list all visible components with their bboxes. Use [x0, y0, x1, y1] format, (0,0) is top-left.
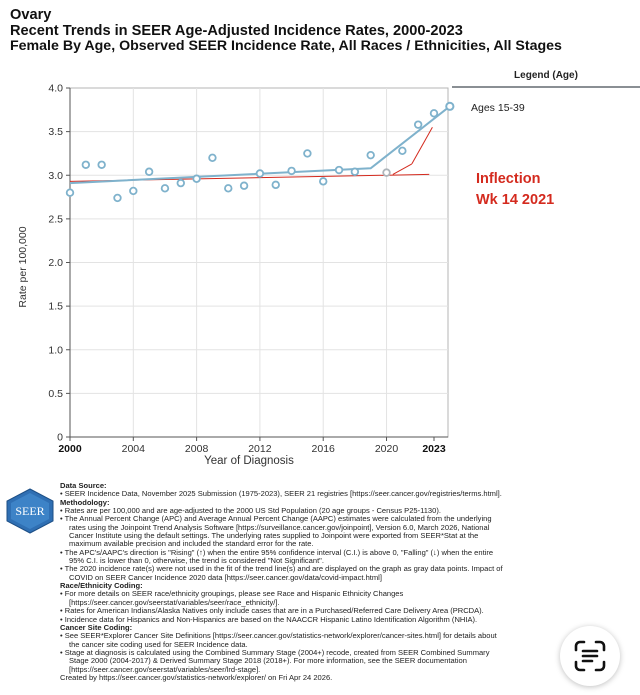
y-tick-label: 3.5 — [48, 126, 63, 139]
race-coding-item: • Incidence data for Hispanics and Non-Hispanics are based on the NAACCR Hispanic Latino Identification Algorithm (NHIA). — [60, 614, 478, 624]
methodology-item-cont: rates using the Joinpoint Trend Analysis Software [https://surveillance.cancer.gov/joinpoint], Version 6.0, March 2026, National — [69, 522, 490, 532]
legend-series-label: Ages 15-39 — [471, 102, 525, 114]
x-tick-label: 2023 — [422, 443, 446, 455]
x-tick-label: 2004 — [121, 443, 145, 455]
data-point — [114, 195, 121, 202]
methodology-item-cont: Cancer Institute using the default settings. The underlying rates supplied to Joinpoint were exported from SEER*Stat at the — [69, 531, 479, 541]
data-point — [352, 168, 359, 175]
chart-axes — [48, 83, 448, 456]
y-tick-label: 2.5 — [48, 213, 63, 226]
legend-header: Legend (Age) — [452, 70, 640, 88]
chart-title-site: Ovary — [10, 7, 52, 23]
y-tick-label: 2.0 — [48, 257, 63, 269]
site-coding-item-cont: the cancer site coding used for SEER Incidence data. — [69, 639, 248, 649]
y-tick-label: 0.5 — [48, 387, 63, 400]
data-point — [225, 185, 232, 192]
race-coding-heading: Race/Ethnicity Coding: — [60, 581, 143, 591]
data-point — [431, 110, 438, 117]
methodology-item-cont: maximum available precision and included the standard error for the rate. — [69, 539, 314, 549]
race-coding-item: • For more details on SEER race/ethnicity groupings, please see Race and Hispanic Ethnicity Changes — [60, 589, 404, 599]
site-coding-item-cont: [https://seer.cancer.gov/seerstat/variables/seer/lrd-stage]. — [69, 664, 261, 674]
chart-subtitle: Female By Age, Observed SEER Incidence Rate, All Races / Ethnicities, All Stages — [10, 38, 562, 54]
y-tick-label: 1.0 — [48, 344, 63, 357]
site-coding-item: • Stage at diagnosis is calculated using the Combined Summary Stage (2004+) recode, created from SEER Combined Summary — [60, 647, 490, 657]
data-point — [336, 167, 343, 174]
data-point — [98, 161, 105, 168]
seer-logo-text: SEER — [15, 504, 45, 518]
data-source-heading: Data Source: — [60, 481, 107, 490]
x-tick-label: 2020 — [374, 443, 399, 455]
x-tick-label: 2008 — [184, 443, 209, 455]
seer-logo — [5, 488, 55, 534]
methodology-item-cont: 95% C.I. is lower than 0, otherwise, the trend is considered "Not Significant". — [69, 556, 324, 566]
site-coding-item: • See SEER*Explorer Cancer Site Definitions [https://seer.cancer.gov/statistics-network/explorer/cancer-sites.html] for details about — [60, 631, 497, 641]
inflection-annotation-date: Wk 14 2021 — [476, 192, 555, 208]
inflection-annotation-title: Inflection — [476, 171, 541, 187]
race-coding-item: • Rates for American Indians/Alaska Natives only include cases that are in a Purchased/Referred Care Delivery Area (PRCDA). — [60, 606, 484, 616]
race-coding-item-cont: [https://seer.cancer.gov/seerstat/variables/seer/race_ethnicity/]. — [69, 597, 280, 607]
created-by-text: Created by https://seer.cancer.gov/statistics-network/explorer/ on Fri Apr 24 2026. — [60, 672, 333, 682]
y-tick-label: 3.0 — [48, 169, 63, 182]
data-point — [177, 180, 184, 187]
data-point — [83, 161, 90, 168]
data-point — [241, 182, 248, 189]
methodology-item-cont: COVID on SEER Cancer Incidence 2020 data [https://seer.cancer.gov/data/covid-impact.html] — [69, 572, 382, 582]
text-scan-icon — [574, 640, 606, 672]
site-coding-heading: Cancer Site Coding: — [60, 622, 133, 632]
data-point — [67, 189, 74, 196]
methodology-item: • The APC's/AAPC's direction is "Rising" (↑) when the entire 95% confidence interval (C.I.) is above 0, "Falling" (↓) when the entire — [60, 547, 494, 557]
data-point — [399, 148, 406, 155]
data-point — [130, 188, 137, 195]
site-coding-item-cont: Stage 2000 (2004-2017) & Derived Summary Stage 2018 (2018+). For more information, see the SEER documentation — [69, 656, 467, 666]
data-point — [162, 185, 169, 192]
data-source-text: • SEER Incidence Data, November 2025 Submission (1975-2023), SEER 21 registries [https://seer.cancer.gov/registries/terms.html]. — [60, 489, 502, 499]
x-tick-label: 2000 — [58, 443, 82, 455]
data-point — [272, 182, 279, 189]
data-point — [383, 169, 390, 176]
chart-title-main: Recent Trends in SEER Age-Adjusted Incidence Rates, 2000-2023 — [10, 22, 463, 39]
x-tick-label: 2016 — [311, 443, 335, 455]
text-scan-button[interactable] — [560, 626, 620, 686]
x-tick-label: 2012 — [248, 443, 272, 455]
data-point — [257, 170, 264, 177]
legend-marker — [446, 103, 453, 110]
data-point — [146, 168, 153, 175]
data-point — [304, 150, 311, 157]
methodology-item: • The 2020 incidence rate(s) were not used in the fit of the trend line(s) and are displayed on the graph as gray data points. Impact of — [60, 564, 503, 574]
data-point — [415, 121, 422, 128]
chart-grid — [70, 88, 448, 437]
y-axis-label: Rate per 100,000 — [17, 226, 29, 308]
x-axis-label: Year of Diagnosis — [204, 455, 294, 467]
y-tick-label: 1.5 — [48, 300, 63, 313]
y-tick-label: 4.0 — [48, 82, 63, 95]
footnotes — [60, 482, 560, 682]
data-point — [288, 168, 295, 175]
methodology-heading: Methodology: — [60, 497, 110, 507]
annotation-line — [393, 164, 412, 174]
methodology-item: • The Annual Percent Change (APC) and Average Annual Percent Change (AAPC) estimates were calculated from the underlying — [60, 514, 492, 524]
methodology-item: • Rates are per 100,000 and are age-adjusted to the 2000 US Std Population (20 age groups - Census P25-1130). — [60, 506, 441, 516]
data-point — [209, 155, 216, 162]
data-point — [320, 178, 327, 185]
data-point — [367, 152, 374, 159]
y-tick-label: 0 — [57, 431, 63, 444]
data-point — [193, 175, 200, 182]
